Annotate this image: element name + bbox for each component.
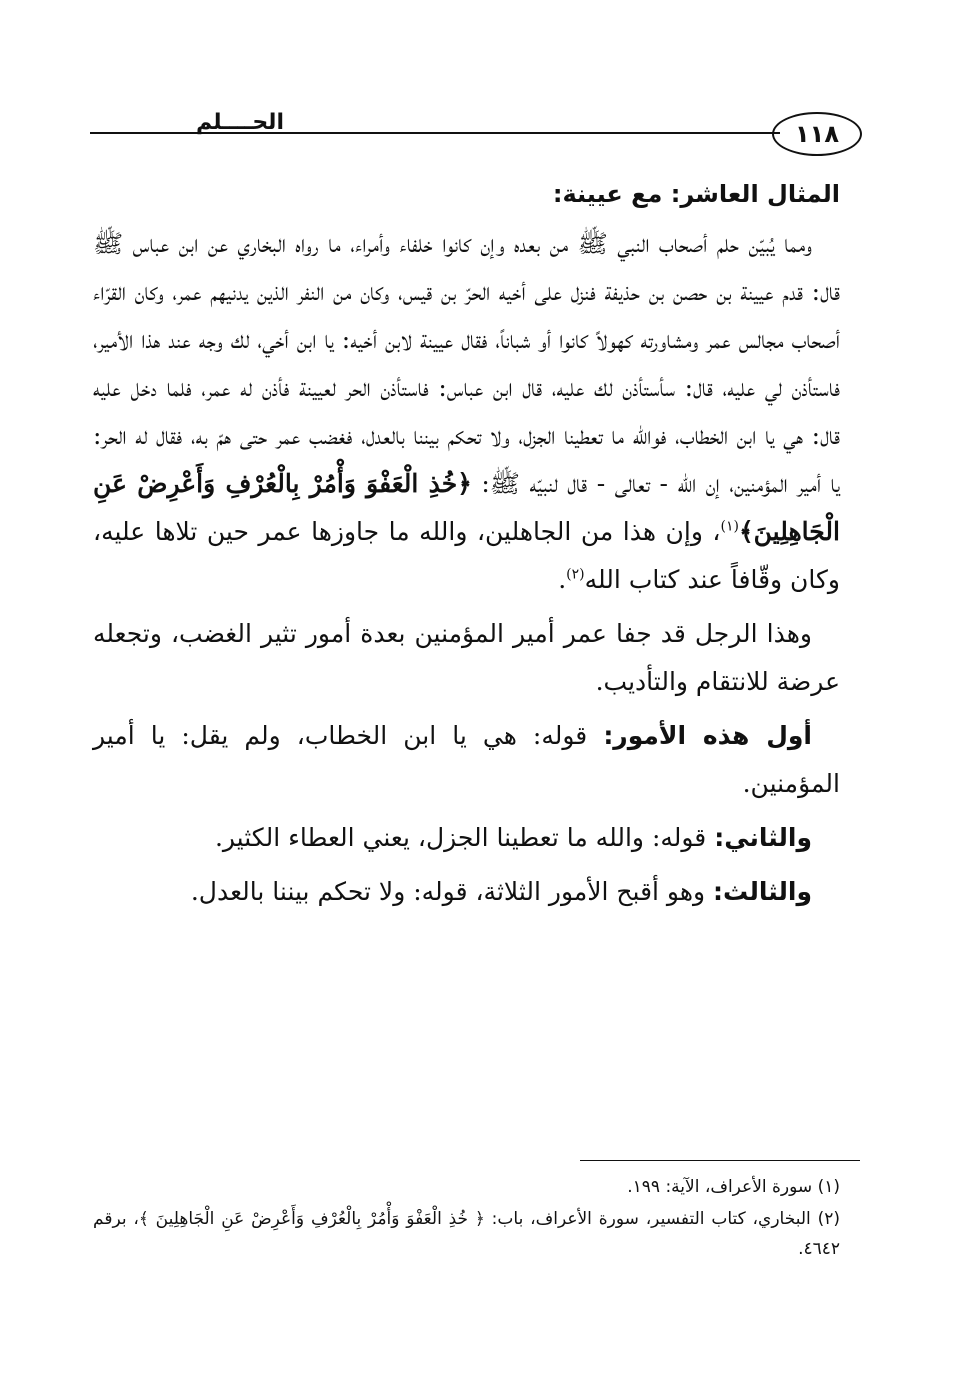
footnote [93, 1204, 840, 1264]
footnote-ref: (٢) [566, 566, 585, 583]
paragraph [93, 220, 840, 604]
paragraph-text: ومما يُبيّن حلم أصحاب النبي ﷺ من بعده وإن كانوا خلفاء وأمراء، ما رواه البخاري عن ابن عباس ﷺ قال: قدم عيينة بن حصن بن حذيفة فنزل على أخيه الحرّ بن قيس، وكان من النفر الذين يدنيهم عمر، وكان القرّاء أصحاب مجالس عمر ومشاورته كهولاً كانوا أو شباناً، فقال عيينة لابن أخيه: يا ابن أخي، لك وجه عند هذا الأمير، فاستأذن لي عليه، قال: سأستأذن لك عليه، قال ابن عباس: فاستأذن الحر لعيينة فأذن له عمر، فلما دخل عليه قال: هي يا ابن الخطاب، فوالله ما تعطينا الجزل، ولا تحكم بيننا بالعدل، فغضب عمر حتى همّ به، فقال له الحر: يا أمير المؤمنين، إن الله - تعالى - قال لنبيّه ﷺ: [93, 229, 840, 498]
section-heading: المثال العاشر: مع عيينة: [552, 180, 840, 208]
page-header [90, 108, 860, 164]
quran-verse: ﴿خُذِ الْعَفْوَ وَأْمُرْ بِالْعُرْفِ وَأَعْرِضْ عَنِ الْجَاهِلِينَ﴾ [93, 469, 840, 546]
point-text: وهو أقبح الأمور الثلاثة، قوله: ولا تحكم بيننا بالعدل. [190, 877, 714, 906]
paragraph-text: . [558, 565, 567, 594]
point-item [93, 712, 840, 808]
footnote-rule [580, 1160, 860, 1161]
footnote [93, 1172, 840, 1202]
footnote-ref: (١) [720, 518, 739, 535]
point-lead: أول هذه الأمور: [603, 721, 812, 750]
footnote-text: سورة الأعراف، الآية: ١٩٩. [627, 1177, 813, 1197]
point-text: قوله: والله ما تعطينا الجزل، يعني العطاء الكثير. [214, 823, 715, 852]
footnote-number: (١) [817, 1177, 840, 1197]
point-item [93, 814, 840, 862]
footnotes [93, 1172, 840, 1266]
point-lead: والثالث: [713, 877, 812, 906]
paragraph: وهذا الرجل قد جفا عمر أمير المؤمنين بعدة أمور تثير الغضب، وتجعله عرضة للانتقام والتأديب. [93, 619, 840, 696]
main-text [93, 170, 840, 922]
footnote-text: البخاري، كتاب التفسير، سورة الأعراف، باب: ﴿ خُذِ الْعَفْوَ وَأْمُرْ بِالْعُرْفِ وَأَعْرِضْ عَنِ الْجَاهِلِينَ ﴾، برقم ٤٦٤٢. [93, 1209, 840, 1259]
point-item [93, 868, 840, 916]
paragraph-text: ، وإن هذا من الجاهلين، والله ما جاوزها عمر حين تلاها عليه، وكان وقّافاً عند كتاب الله [93, 517, 840, 594]
point-lead: والثاني: [714, 823, 812, 852]
point-text: قوله: هي يا ابن الخطاب، ولم يقل: يا أمير المؤمنين. [93, 721, 840, 798]
footnote-number: (٢) [817, 1209, 840, 1229]
running-title: الحــــلم [196, 110, 284, 135]
page-number: ١١٨ [772, 112, 862, 156]
